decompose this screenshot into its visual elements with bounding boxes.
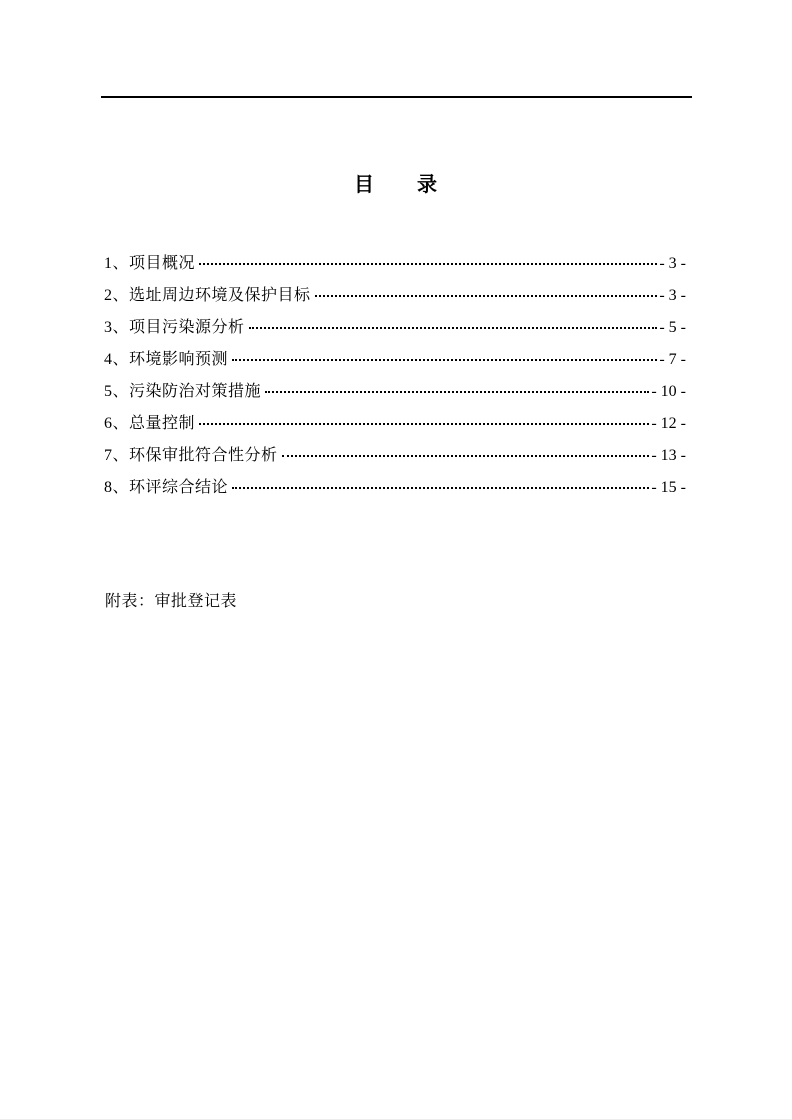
toc-entry[interactable] [104, 472, 686, 504]
toc-page-number: - 3 - [659, 255, 686, 272]
toc-dot-leader [199, 423, 649, 425]
appendix-note: 附表：审批登记表 [105, 593, 238, 610]
toc-entry-label: 4、环境影响预测 [104, 351, 229, 368]
toc-list [104, 248, 686, 504]
toc-entry-label: 5、污染防治对策措施 [104, 383, 262, 400]
toc-page-number: - 7 - [659, 351, 686, 368]
toc-page-number: - 15 - [651, 479, 686, 496]
toc-dot-leader [232, 359, 657, 361]
toc-page-number: - 3 - [659, 287, 686, 304]
toc-entry[interactable] [104, 280, 686, 312]
toc-entry-label: 7、环保审批符合性分析 [104, 447, 278, 464]
toc-page-number: - 5 - [659, 319, 686, 336]
toc-entry[interactable] [104, 248, 686, 280]
toc-dot-leader [199, 263, 657, 265]
toc-dot-leader [265, 391, 649, 393]
toc-entry-label: 8、环评综合结论 [104, 479, 229, 496]
toc-page-number: - 12 - [651, 415, 686, 432]
toc-entry[interactable] [104, 344, 686, 376]
toc-entry[interactable] [104, 376, 686, 408]
toc-entry-label: 3、项目污染源分析 [104, 319, 245, 336]
page-title: 目 录 [354, 174, 438, 196]
toc-dot-leader [315, 295, 658, 297]
toc-dot-leader [232, 487, 649, 489]
toc-dot-leader [282, 455, 650, 457]
toc-page-number: - 10 - [651, 383, 686, 400]
toc-entry-label: 6、总量控制 [104, 415, 196, 432]
toc-dot-leader [249, 327, 658, 329]
toc-entry-label: 2、选址周边环境及保护目标 [104, 287, 311, 304]
toc-entry-label: 1、项目概况 [104, 255, 196, 272]
toc-entry[interactable] [104, 312, 686, 344]
toc-entry[interactable] [104, 440, 686, 472]
toc-entry[interactable] [104, 408, 686, 440]
toc-page-number: - 13 - [651, 447, 686, 464]
header-divider [101, 96, 692, 98]
